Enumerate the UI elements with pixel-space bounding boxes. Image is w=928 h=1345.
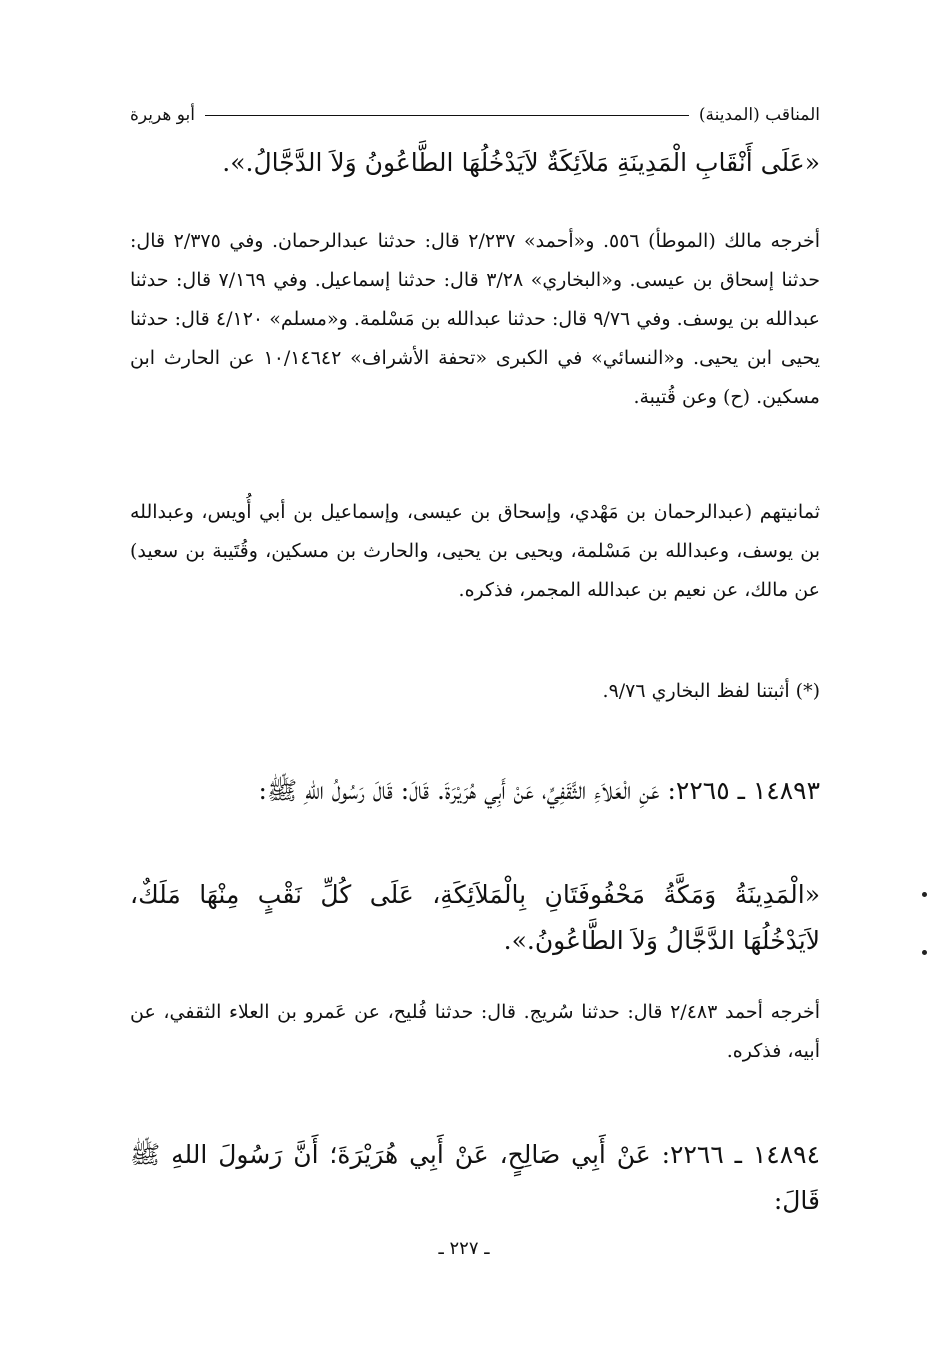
footnote: (*) أثبتنا لفظ البخاري ٩/٧٦. — [602, 680, 820, 702]
hadith-text: «عَلَى أَنْقَابِ الْمَدِينَةِ مَلاَئِكَةٌ لاَيَدْخُلُهَا الطَّاعُونُ وَلاَ الدَّجَّالُ.». — [222, 148, 820, 177]
margin-dot — [922, 950, 927, 955]
page-number: ـ ٢٢٧ ـ — [438, 1238, 490, 1259]
takhrij-paragraph: أخرجه مالك (الموطأ) ٥٥٦. و«أحمد» ٢/٢٣٧ قال: حدثنا عبدالرحمان. وفي ٢/٣٧٥ قال: حدثنا إسحاق بن عيسى. و«البخاري» ٣/٢٨ قال: حدثنا إسماعيل. وفي ٧/١٦٩ قال: حدثنا عبدالله بن يوسف. وفي ٩/٧٦ قال: حدثنا عبدالله بن مَسْلمة. و«مسلم» ٤/١٢٠ قال: حدثنا يحيى ابن يحيى. و«النسائي» في الكبرى «تحفة الأشراف» ١٠/١٤٦٤٢ عن الحارث ابن مسكين. (ح) وعن قُتيبة. — [130, 230, 820, 408]
running-header — [130, 102, 820, 128]
takhrij-paragraph: ثمانيتهم (عبدالرحمان بن مَهْدي، وإسحاق بن عيسى، وإسماعيل بن أبي أُويس، وعبدالله بن يوسف، وعبدالله بن مَسْلمة، ويحيى بن يحيى، والحارث بن مسكين، وقُتَيبة بن سعيد) عن مالك، عن نعيم بن عبدالله المجمر، فذكره. — [130, 501, 820, 601]
hadith-heading: ١٤٨٩٤ ـ ٢٢٦٦: عَنْ أَبِي صَالِحٍ، عَنْ أَبِي هُرَيْرَةَ؛ أَنَّ رَسُولَ اللهِ ﷺ قَالَ: — [130, 1140, 821, 1215]
takhrij-paragraph: أخرجه أحمد ٢/٤٨٣ قال: حدثنا سُريج. قال: حدثنا فُليح، عن عَمرو بن العلاء الثقفي، عن أبيه، فذكره. — [130, 1001, 821, 1062]
margin-dot — [922, 892, 927, 897]
header-rule — [205, 115, 689, 116]
hadith-text: «الْمَدِينَةُ وَمَكَّةُ مَحْفُوفَتَانِ بِالْمَلاَئِكَةِ، عَلَى كُلِّ نَقْبٍ مِنْهَا مَلَكٌ، لاَيَدْخُلُهَا الدَّجَّالُ وَلاَ الطَّاعُونُ.». — [130, 880, 820, 955]
header-narrator: أبو هريرة — [130, 105, 196, 125]
hadith-heading: ١٤٨٩٣ ـ ٢٢٦٥: عَنِ الْعَلاَءِ الثَّقَفِيِّ، عَنْ أَبِي هُرَيْرَةَ. قَالَ: قَالَ رَسُولُ اللهِ ﷺ: — [258, 776, 820, 805]
header-section-title: المناقب (المدينة) — [698, 105, 820, 125]
